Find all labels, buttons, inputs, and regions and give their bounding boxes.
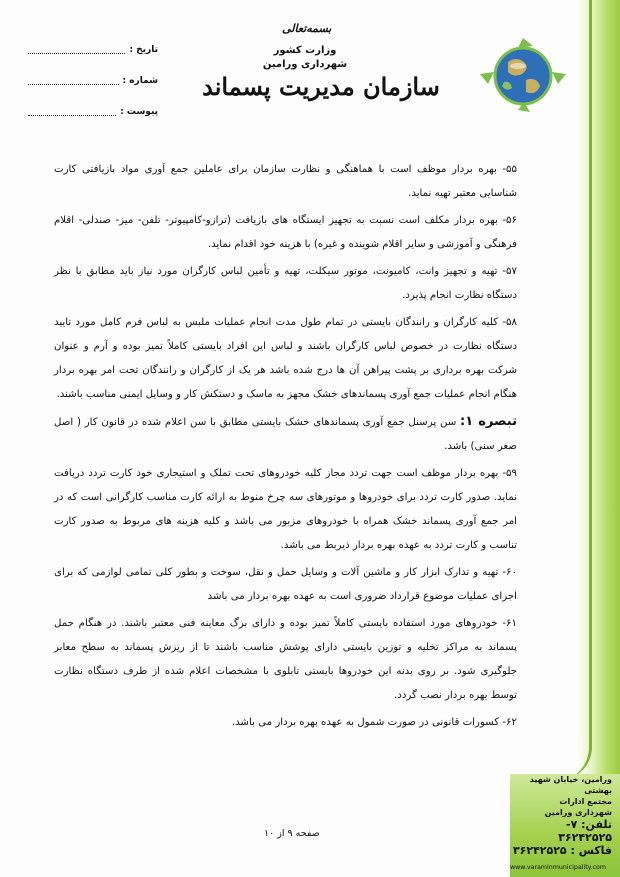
address-line-3: شهرداری ورامین [544, 808, 612, 817]
fax-number: فاکس : ۳۶۲۴۲۵۲۵ [512, 844, 612, 857]
green-curve-decoration [559, 0, 592, 780]
document-body [54, 158, 517, 738]
clause-59: ۵۹- بهره بردار موظف است جهت تردد مجاز کلیه خودروهای تحت تملک و استیجاری خود کارت تردد دریافت نماید. صدور کارت تردد برای خودروها و موتورهای سه چرخ منوط به ارائه کارت مناسب کارگرانی است که در امر جمع آوری پسماند خشک همراه با خودروهای مزبور می باشد و کلیه هزینه های مربوط به صدور کارت تناسب و کارت تردد به عهده بهره بردار ذیربط می باشد. [54, 468, 517, 551]
attachment-field [28, 96, 158, 127]
date-label: تاریخ : [129, 44, 158, 55]
attachment-label: پیوست : [120, 106, 158, 117]
phone-number: تلفن: ۷- ۳۶۲۴۲۵۲۵ [558, 818, 612, 844]
header-fields [28, 34, 158, 127]
municipality-line: شهرداری ورامین [262, 59, 348, 70]
clause-62: ۶۲- کسورات قانونی در صورت شمول به عهده بهره بردار می باشد. [231, 717, 517, 728]
website-url: www.varaminmunicipality.com [510, 864, 606, 871]
number-label: شماره : [122, 75, 158, 86]
clause-60: ۶۰- تهیه و تدارک ابزار کار و ماشین آلات و وسایل حمل و نقل، سوخت و بطور کلی تمامی لوازمی که برای اجرای عملیات موضوع قرارداد ضروری است به عهده بهره بردار می باشد [54, 567, 517, 602]
ministry-heading [230, 44, 380, 72]
note-title: تبصره ۱: [460, 414, 517, 429]
attachment-line [28, 107, 116, 116]
number-line [28, 76, 119, 85]
contact-block [510, 774, 612, 873]
number-field [28, 65, 158, 96]
clause-58: ۵۸- کلیه کارگران و رانندگان بایستی در تمام طول مدت انجام عملیات ملبس به لباس فرم کامل مورد تایید دستگاه نظارت در خصوص لباس کارگران باشند و لباس این افراد بایستی کاملاً تمیز بوده و آرم و عنوان شرکت بهره برداری بر پشت پیراهن آن ها درج شده باشد هر یک از کارگران و رانندگان تحت امر بهره بردار هنگام انجام عملیات جمع آوری پسماندهای خشک مجهز به ماسک و دستکش کار و وسایل ایمنی مناسب باشند. [54, 317, 517, 400]
note-text: سن پرسنل جمع آوری پسماندهای خشک بایستی مطابق با سن اعلام شده در قانون کار ( اصل صغر سنی) باشد. [54, 417, 517, 452]
date-field [28, 34, 158, 65]
clause-56: ۵۶- بهره بردار مکلف است نسبت به تجهیز ایستگاه های بازیافت (ترازو-کامپیوتر- تلفن- میز- صندلی- اقلام فرهنگی و آموزشی و سایر اقلام شوینده و غیره) با هزینه خود اقدام نماید. [54, 215, 517, 250]
clause-55: ۵۵- بهره بردار موظف است با هماهنگی و نظارت سازمان برای عاملین جمع آوری مواد بازیافتی کارت شناسایی معتبر تهیه نماید. [54, 164, 517, 199]
page-number: صفحه ۹ از ۱۰ [264, 828, 320, 839]
note-1 [54, 410, 517, 459]
clause-61: ۶۱- خودروهای مورد استفاده بایستی کاملاً تمیز بوده و دارای برگ معاینه فنی معتبر باشند. در هنگام حمل پسماند به مراکز تخلیه و توزین بایستی دارای پوشش مناسب باشند تا از ریزش پسماند به سطح معابر جلوگیری شود. بر روی بدنه این خودروها بایستی تابلوی با مشخصات اعلام شده از طرف دستگاه نظارت توسط بهره بردار نصب گردد. [54, 618, 517, 701]
address-line-2: مجتمع ادارات [559, 797, 612, 806]
ministry-line: وزارت کشور [273, 45, 337, 56]
clause-57: ۵۷- تهیه و تجهیز وانت، کامیونت، موتور سیکلت، تهیه و تأمین لباس کارگران مورد نیاز باید مطابق با نظر دستگاه نظارت انجام پذیرد. [54, 266, 517, 301]
bismillah-text: بسمه‌تعالی [282, 22, 332, 35]
organization-title: سازمان مدیریت پسماند [202, 72, 440, 101]
address-line-1: ورامین، خیابان شهید بهشتی [529, 775, 612, 795]
globe-recycle-icon [478, 34, 568, 114]
date-line [28, 45, 125, 54]
